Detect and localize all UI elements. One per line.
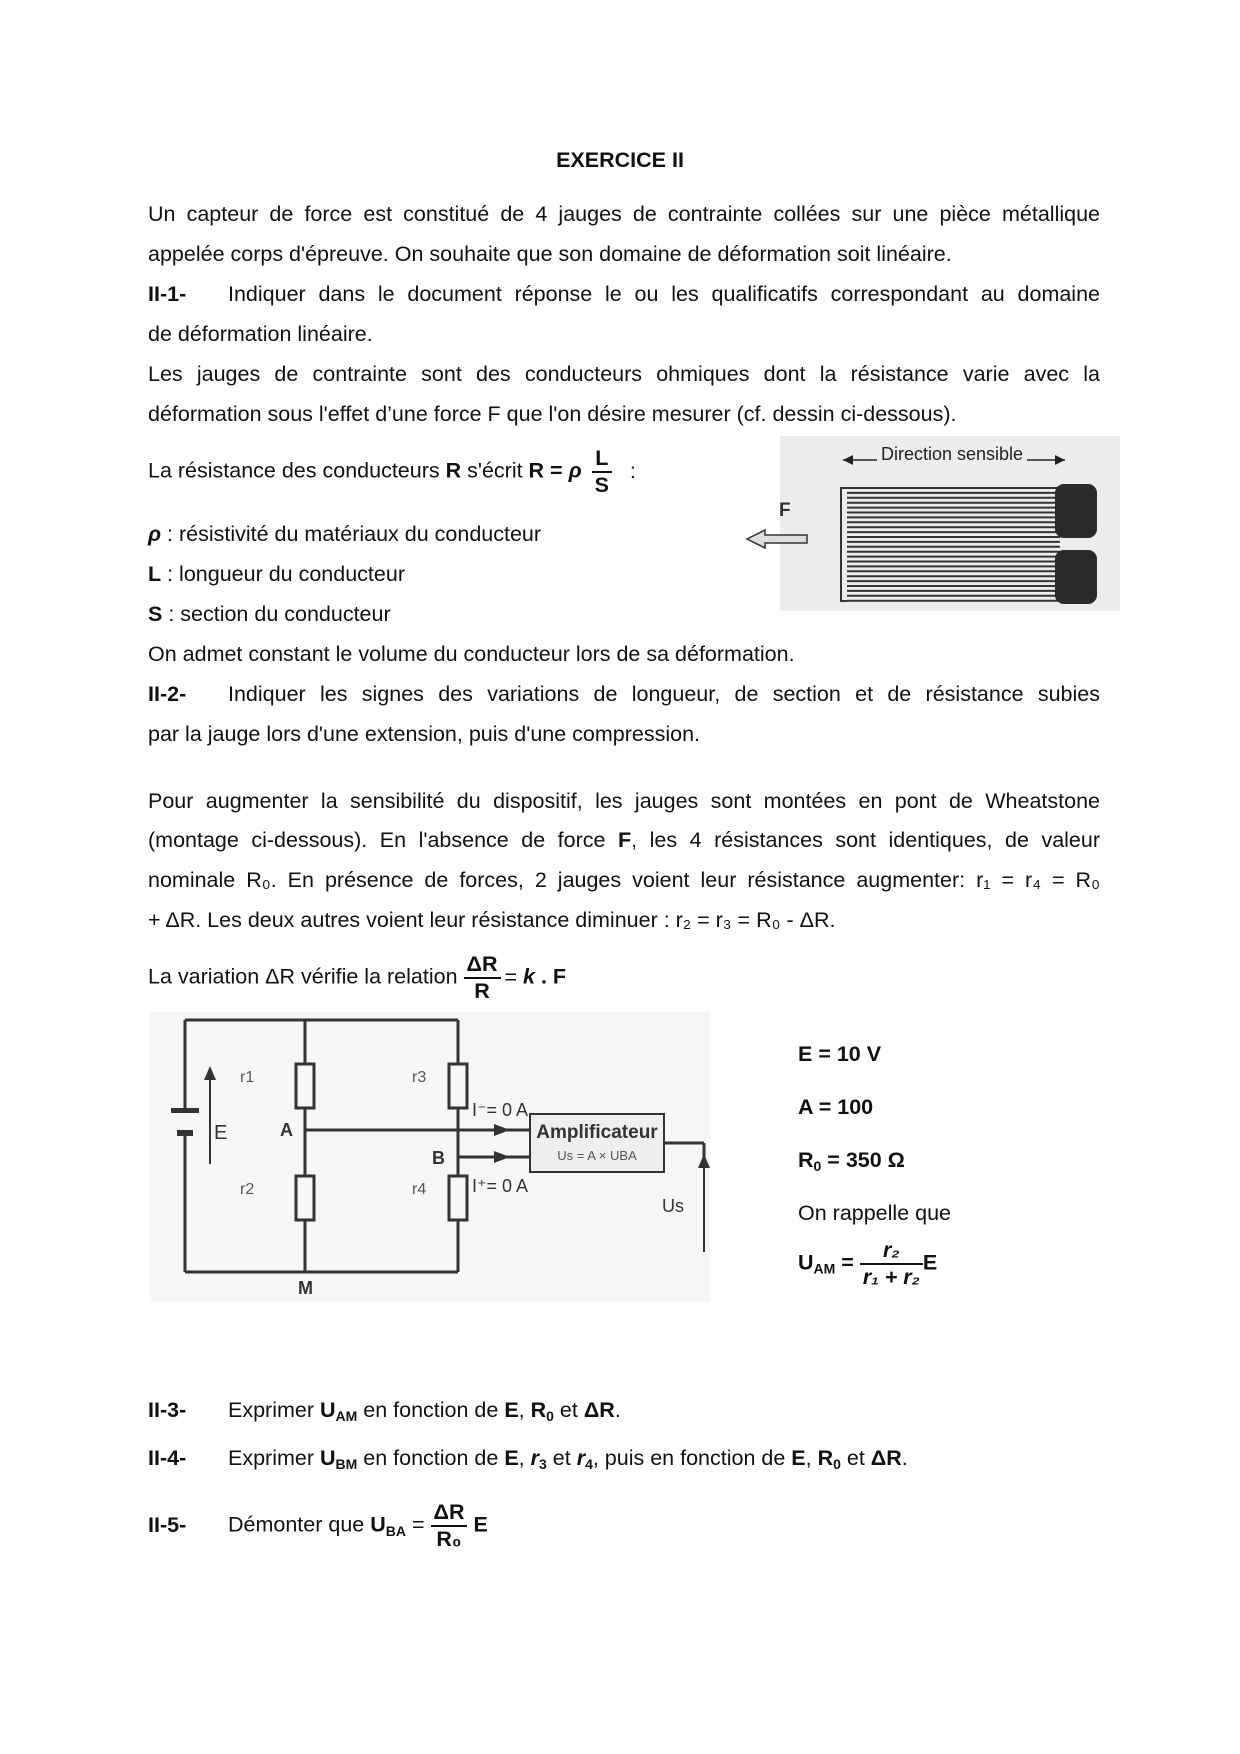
question-II-1-line-2: de déformation linéaire.: [148, 322, 373, 346]
definition-text: : résistivité du matériaux du conducteur: [161, 522, 542, 546]
intro-line-2: appelée corps d'épreuve. On souhaite que son domaine de déformation soit linéaire.: [148, 242, 952, 266]
question-text: Démonter que: [228, 1512, 371, 1537]
r0-symbol: R: [798, 1148, 814, 1172]
fraction-numerator: ΔR: [433, 1500, 465, 1524]
e-symbol: E: [504, 1446, 519, 1470]
variation-suffix: . F: [535, 964, 567, 989]
r4-symbol: r: [576, 1446, 586, 1470]
fraction-denominator: r₁ + r₂: [860, 1263, 923, 1290]
fraction-denominator: S: [592, 471, 612, 498]
definition-symbol: L: [148, 562, 162, 586]
r-subscript: 0: [833, 1456, 841, 1472]
resistance-suffix: :: [623, 458, 636, 483]
question-tag: II-2-: [148, 682, 187, 706]
bridge-text: , les 4 résistances sont identiques, de valeur: [631, 828, 1100, 852]
bridge-line-4: + ΔR. Les deux autres voient leur résistance diminuer : r₂ = r₃ = R₀ - ΔR.: [148, 908, 836, 932]
definition-symbol: S: [148, 602, 163, 626]
gauge-pad-top: [1055, 484, 1097, 538]
fraction-numerator: L: [595, 446, 609, 470]
r3-symbol: r: [530, 1446, 539, 1470]
question-text: Indiquer dans le document réponse le ou les qualificatifs correspondant au domaine: [228, 282, 1100, 306]
resistance-symbol: R: [445, 458, 462, 483]
definition-symbol: ρ: [148, 522, 162, 546]
bridge-text: (montage ci-dessous). En l'absence de force: [148, 828, 618, 852]
label-r3: r3: [412, 1069, 427, 1086]
battery-plate-long: [171, 1108, 199, 1113]
uam-u: U: [798, 1250, 814, 1275]
definition-text: : longueur du conducteur: [161, 562, 405, 586]
question-II-3: [148, 1398, 621, 1423]
definition-s: [148, 602, 391, 627]
fraction-denominator: R₀: [431, 1525, 468, 1552]
u-symbol: U: [319, 1398, 336, 1422]
question-text: =: [405, 1512, 431, 1537]
dr-symbol: ΔR: [870, 1446, 902, 1470]
question-text: Indiquer les signes des variations de longueur, de section et de résistance subies: [228, 682, 1100, 706]
question-text: en fonction de: [357, 1398, 505, 1422]
fraction-numerator: r₂: [883, 1238, 900, 1262]
question-text: ,: [805, 1446, 818, 1470]
label-i-plus: I⁺= 0 A: [472, 1176, 529, 1196]
variation-prefix: La variation ΔR vérifie la relation: [148, 964, 464, 989]
label-r2: r2: [240, 1181, 255, 1198]
r-subscript: 0: [546, 1408, 554, 1424]
label-e: E: [214, 1122, 228, 1144]
question-tag: II-4-: [148, 1446, 187, 1470]
u-subscript: BM: [335, 1456, 358, 1472]
variation-relation: [148, 952, 566, 1004]
recall-text: On rappelle que: [798, 1201, 951, 1225]
question-II-2-line-2: par la jauge lors d'une extension, puis d'une compression.: [148, 722, 701, 746]
question-text: et: [553, 1398, 584, 1422]
e-symbol: E: [467, 1512, 488, 1537]
r4-subscript: 4: [585, 1456, 593, 1472]
e-symbol: E: [791, 1446, 806, 1470]
jauges-line-2: déformation sous l'effet d’une force F que l'on désire mesurer (cf. dessin ci-dessous).: [148, 402, 957, 426]
question-text: ,: [518, 1446, 531, 1470]
question-text: ,: [518, 1398, 531, 1422]
question-tag: II-1-: [148, 282, 187, 306]
question-text: Exprimer: [228, 1446, 320, 1470]
label-r1: r1: [240, 1069, 255, 1086]
question-tag: II-3-: [148, 1398, 187, 1422]
wheatstone-circuit: [150, 1012, 710, 1302]
bridge-line-3: nominale R₀. En présence de forces, 2 jauges voient leur résistance augmenter: r₁ = r₄ = R₀: [148, 868, 1100, 892]
r-symbol: R: [817, 1446, 834, 1470]
fraction-numerator: ΔR: [466, 952, 498, 976]
bridge-line-2: [148, 828, 1100, 853]
label-i-minus: I⁻= 0 A: [472, 1100, 529, 1120]
question-text: et: [840, 1446, 871, 1470]
dr-symbol: ΔR: [583, 1398, 615, 1422]
label-r4: r4: [412, 1181, 427, 1198]
u-symbol: U: [370, 1512, 386, 1537]
label-b: B: [432, 1148, 445, 1168]
question-II-5: [148, 1500, 488, 1552]
value-a: A = 100: [798, 1095, 874, 1119]
bridge-line-1: Pour augmenter la sensibilité du dispositif, les jauges sont montées en pont de Wheatstone: [148, 789, 1100, 813]
intro-line-1: Un capteur de force est constitué de 4 jauges de contrainte collées sur une pièce métallique: [148, 202, 1100, 226]
dr-over-r-fraction: [464, 952, 501, 1004]
force-label: F: [779, 500, 791, 521]
volume-note: On admet constant le volume du conducteur lors de sa déformation.: [148, 642, 795, 666]
r-symbol: R: [530, 1398, 547, 1422]
uam-fraction: [860, 1238, 923, 1290]
amplifier-title: Amplificateur: [536, 1122, 658, 1143]
amplifier-formula: Us = A × UBA: [557, 1148, 637, 1163]
question-text: .: [901, 1446, 908, 1470]
resistor-r4: [449, 1176, 467, 1220]
label-a: A: [280, 1120, 293, 1140]
value-e: E = 10 V: [798, 1042, 882, 1066]
rho-symbol: ρ: [568, 458, 582, 483]
page-title: EXERCICE II: [556, 148, 684, 172]
force-symbol: F: [618, 828, 632, 852]
label-us: Us: [662, 1196, 684, 1216]
question-tag: II-5-: [148, 1512, 187, 1537]
question-text: , puis en fonction de: [592, 1446, 792, 1470]
battery-plate-short: [177, 1130, 193, 1136]
question-text: et: [546, 1446, 577, 1470]
resistor-r1: [296, 1064, 314, 1108]
l-over-s-fraction: [592, 446, 612, 498]
u-subscript: BA: [385, 1522, 406, 1539]
uam-formula: [798, 1238, 937, 1290]
value-r0: [798, 1148, 905, 1173]
question-text: en fonction de: [357, 1446, 505, 1470]
question-II-1: [148, 282, 1100, 307]
uam-eq: =: [835, 1250, 860, 1275]
k-symbol: k: [523, 964, 535, 989]
definition-rho: [148, 522, 541, 547]
uba-fraction: [431, 1500, 468, 1552]
resistance-prefix: La résistance des conducteurs: [148, 458, 446, 483]
gauge-pad-bottom: [1055, 550, 1097, 604]
resistance-formula-line: [148, 446, 636, 498]
uam-e: E: [922, 1250, 938, 1275]
question-II-2: [148, 682, 1100, 707]
r0-value: = 350 Ω: [821, 1148, 905, 1172]
uam-subscript: AM: [813, 1260, 836, 1277]
definition-l: [148, 562, 405, 587]
u-subscript: AM: [335, 1408, 358, 1424]
definition-text: : section du conducteur: [162, 602, 391, 626]
resistance-middle: s'écrit: [461, 458, 529, 483]
direction-label: Direction sensible: [880, 444, 1024, 464]
resistor-r2: [296, 1176, 314, 1220]
question-text: .: [614, 1398, 621, 1422]
resistance-eq: R =: [528, 458, 569, 483]
r0-subscript: 0: [813, 1158, 822, 1174]
jauges-line-1: Les jauges de contrainte sont des conducteurs ohmiques dont la résistance varie avec la: [148, 362, 1100, 386]
fraction-denominator: R: [464, 977, 501, 1004]
label-m: M: [298, 1278, 313, 1298]
variation-eq: =: [504, 964, 524, 989]
e-symbol: E: [504, 1398, 519, 1422]
question-text: Exprimer: [228, 1398, 320, 1422]
strain-gauge-figure: [735, 436, 1120, 611]
question-II-4: [148, 1446, 908, 1471]
u-symbol: U: [319, 1446, 336, 1470]
r3-subscript: 3: [539, 1456, 547, 1472]
resistor-r3: [449, 1064, 467, 1108]
